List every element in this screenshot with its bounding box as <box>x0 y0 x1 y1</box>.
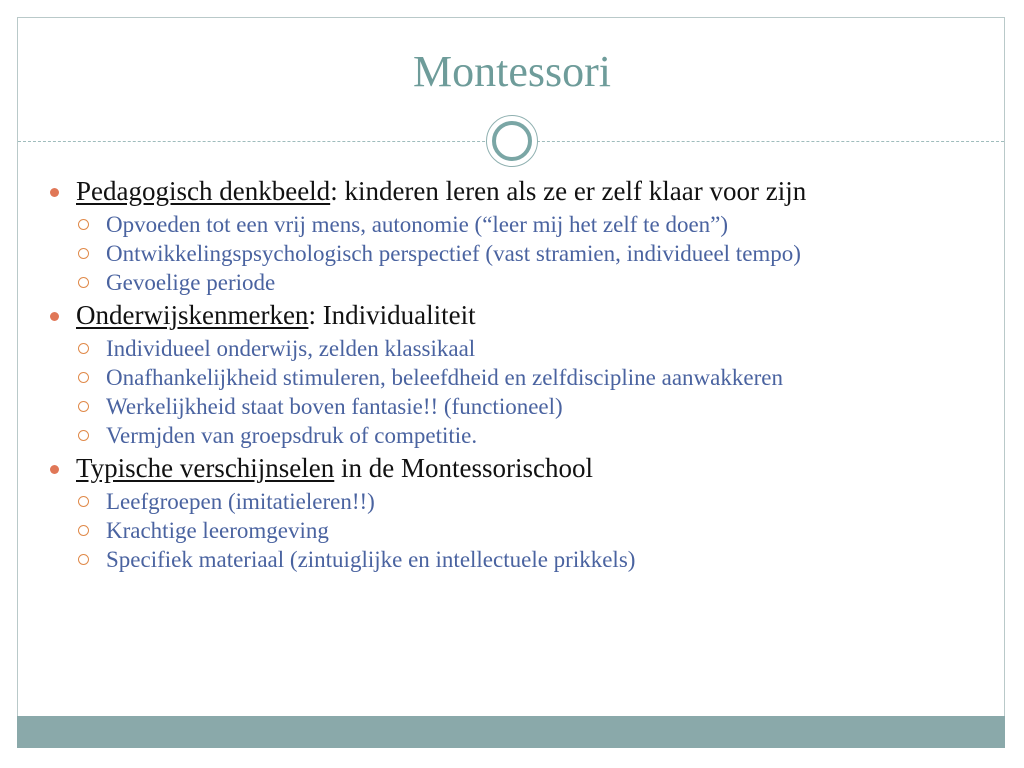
sub-bullet-text: Leefgroepen (imitatieleren!!) <box>106 489 375 514</box>
sub-bullet <box>48 242 928 265</box>
ring-bullet-icon <box>78 372 89 383</box>
sub-bullet-text: Onafhankelijkheid stimuleren, beleefdheid en zelfdiscipline aanwakkeren <box>106 365 783 390</box>
sub-bullet-text: Werkelijkheid staat boven fantasie!! (functioneel) <box>106 394 563 419</box>
sub-bullet <box>48 519 928 542</box>
footer-bar <box>17 716 1005 748</box>
ring-bullet-icon <box>78 401 89 412</box>
sub-bullet-text: Vermjden van groepsdruk of competitie. <box>106 423 478 448</box>
slide-body <box>48 170 928 571</box>
sub-bullet-text: Opvoeden tot een vrij mens, autonomie (“leer mij het zelf te doen”) <box>106 212 729 237</box>
sub-bullet <box>48 548 928 571</box>
sub-bullet-text: Krachtige leeromgeving <box>106 518 329 543</box>
ring-bullet-icon <box>78 248 89 259</box>
sub-bullet <box>48 213 928 236</box>
section-heading: Onderwijskenmerken <box>76 300 309 330</box>
bullet-section-1 <box>48 176 928 207</box>
sub-bullet-text: Ontwikkelingspsychologisch perspectief (vast stramien, individueel tempo) <box>106 241 801 266</box>
slide-title: Montessori <box>413 47 611 96</box>
sub-bullet <box>48 424 928 447</box>
bullet-section-3 <box>48 453 928 484</box>
sub-bullet <box>48 395 928 418</box>
section-text: : kinderen leren als ze er zelf klaar voor zijn <box>330 176 807 206</box>
ring-bullet-icon <box>78 554 89 565</box>
section-heading: Typische verschijnselen <box>76 453 335 483</box>
sub-bullet <box>48 366 928 389</box>
circle-ornament-inner <box>492 121 532 161</box>
ring-bullet-icon <box>78 219 89 230</box>
sub-bullet-text: Gevoelige periode <box>106 270 276 295</box>
circle-ornament <box>486 115 538 167</box>
bullet-dot-icon <box>50 465 59 474</box>
bullet-section-2 <box>48 300 928 331</box>
ring-bullet-icon <box>78 496 89 507</box>
section-text: : Individualiteit <box>308 300 476 330</box>
ring-bullet-icon <box>78 525 89 536</box>
ring-bullet-icon <box>78 430 89 441</box>
sub-bullet <box>48 271 928 294</box>
ring-bullet-icon <box>78 277 89 288</box>
sub-bullet <box>48 337 928 360</box>
bullet-dot-icon <box>50 312 59 321</box>
sub-bullet <box>48 490 928 513</box>
sub-bullet-text: Individueel onderwijs, zelden klassikaal <box>106 336 476 361</box>
section-heading: Pedagogisch denkbeeld <box>76 176 331 206</box>
bullet-dot-icon <box>50 188 59 197</box>
section-text: in de Montessorischool <box>334 453 594 483</box>
ring-bullet-icon <box>78 343 89 354</box>
sub-bullet-text: Specifiek materiaal (zintuiglijke en intellectuele prikkels) <box>106 547 636 572</box>
